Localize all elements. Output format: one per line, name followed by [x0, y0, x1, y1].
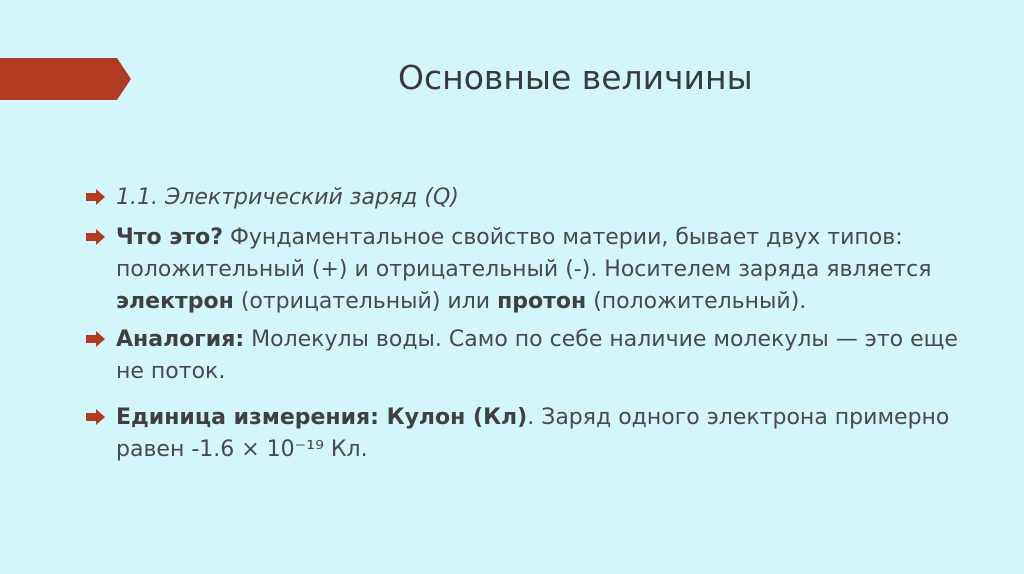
bullet-list — [86, 182, 986, 472]
slide-title: Основные величины — [398, 58, 753, 97]
bullet-item-charge — [86, 182, 986, 214]
bullet-text: (отрицательный) или — [233, 289, 498, 314]
title-accent-arrow-icon — [0, 58, 131, 100]
arrow-bullet-icon — [86, 331, 106, 347]
arrow-bullet-icon — [86, 229, 106, 245]
bullet-item-analogy — [86, 324, 986, 388]
bullet-text: . Заряд одного электрона примерно равен -1.6 × 10⁻¹⁹ Кл. — [116, 405, 950, 462]
bullet-lead: Единица измерения: Кулон (Кл) — [116, 405, 528, 430]
bullet-text: Фундаментальное свойство материи, бывает двух типов: положительный (+) и отрицательный (-). Носителем заряда является — [116, 225, 932, 282]
bullet-lead: Что это? — [116, 225, 223, 250]
bullet-text: (положительный). — [586, 289, 807, 314]
bullet-item-what-is-it — [86, 222, 986, 318]
arrow-bullet-icon — [86, 189, 106, 205]
arrow-bullet-icon — [86, 409, 106, 425]
bullet-text: Молекулы воды. Само по себе наличие молекулы — это еще не поток. — [116, 327, 958, 384]
bullet-lead: Аналогия: — [116, 327, 245, 352]
bullet-text: 1.1. Электрический заряд (Q) — [116, 185, 459, 210]
term-electron: электрон — [116, 289, 234, 314]
bullet-item-unit — [86, 402, 986, 466]
term-proton: протон — [497, 289, 587, 314]
